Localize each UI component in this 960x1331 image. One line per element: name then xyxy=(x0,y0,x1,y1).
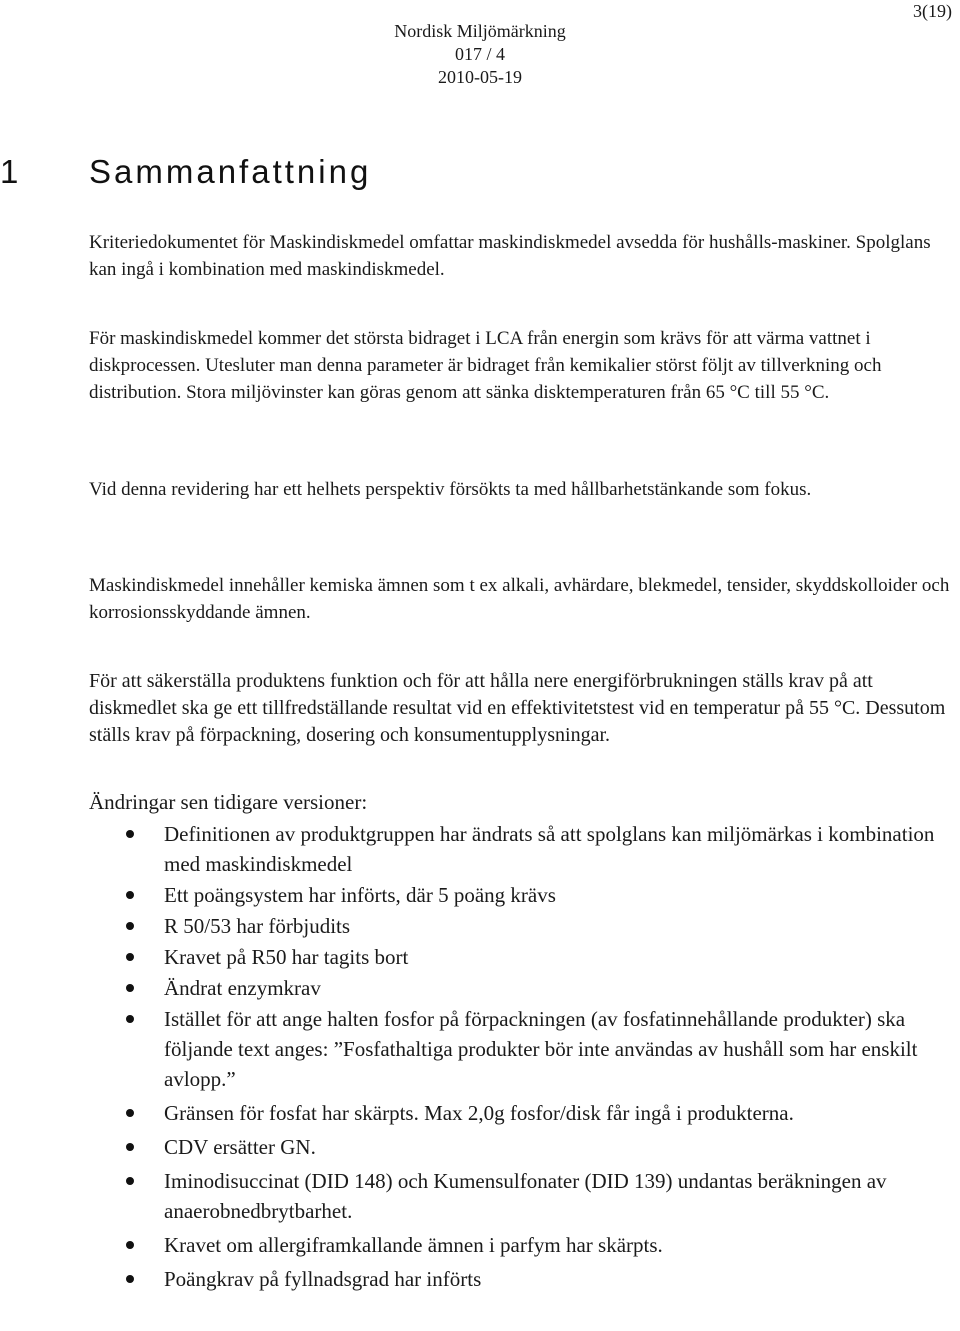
list-item xyxy=(89,942,955,972)
list-item-text: Gränsen för fosfat har skärpts. Max 2,0g fosfor/disk får ingå i produkterna. xyxy=(164,1101,794,1125)
list-item xyxy=(89,1132,955,1162)
paragraph-lca: För maskindiskmedel kommer det största bidraget i LCA från energin som krävs för att värma vattnet i diskprocessen. Utesluter man denna parameter är bidraget från kemikalier störst följt av tillverkning och distribution. Stora miljövinster kan göras genom att sänka disktemperaturen från 65 °C till 55 °C. xyxy=(89,328,882,403)
header-document-id: 017 / 4 xyxy=(454,44,505,64)
bullet-icon xyxy=(126,891,134,899)
header-date: 2010-05-19 xyxy=(438,67,522,87)
list-item xyxy=(89,1166,955,1226)
list-item xyxy=(89,1004,955,1094)
changes-list xyxy=(89,819,955,1295)
list-item xyxy=(89,1230,955,1260)
list-item-text: CDV ersätter GN. xyxy=(164,1135,316,1159)
bullet-icon xyxy=(126,1109,134,1117)
bullet-icon xyxy=(126,1143,134,1151)
list-item xyxy=(89,819,955,879)
section-title: Sammanfattning xyxy=(89,153,372,190)
list-item-text: Iminodisuccinat (DID 148) och Kumensulfonater (DID 139) undantas beräkningen av anaerobnedbrytbarhet. xyxy=(164,1169,887,1223)
bullet-icon xyxy=(126,922,134,930)
bullet-icon xyxy=(126,1015,134,1023)
list-item xyxy=(89,911,955,941)
paragraph-scope: Kriteriedokumentet för Maskindiskmedel omfattar maskindiskmedel avsedda för hushålls-maskiner. Spolglans kan ingå i kombination med maskindiskmedel. xyxy=(89,232,931,280)
list-item-text: Kravet på R50 har tagits bort xyxy=(164,945,409,969)
bullet-icon xyxy=(126,1275,134,1283)
paragraph-ingredients: Maskindiskmedel innehåller kemiska ämnen som t ex alkali, avhärdare, blekmedel, tensider, skyddskolloider och korrosionsskyddande ämnen. xyxy=(89,575,950,623)
list-item-text: Definitionen av produktgruppen har ändrats så att spolglans kan miljömärkas i kombination med maskindiskmedel xyxy=(164,822,935,876)
list-item xyxy=(89,880,955,910)
list-item-text: Ett poängsystem har införts, där 5 poäng krävs xyxy=(164,883,556,907)
list-item xyxy=(89,973,955,1003)
section-heading xyxy=(0,153,371,191)
list-item xyxy=(89,1264,955,1294)
list-item-text: Istället för att ange halten fosfor på förpackningen (av fosfatinnehållande produkter) ska följande text anges: ”Fosfathaltiga produkter bör inte användas av hushåll som har enskilt avlopp.” xyxy=(164,1007,918,1091)
paragraph-requirements: För att säkerställa produktens funktion och för att hålla nere energiförbrukningen ställs krav på att diskmedlet ska ge ett tillfredställande resultat vid en effektivitetstest vid en temperatur på 55 °C. Dessutom ställs krav på förpackning, dosering och konsumentupplysningar. xyxy=(89,670,946,746)
document-header xyxy=(0,20,960,89)
page-number: 3(19) xyxy=(913,1,952,21)
bullet-icon xyxy=(126,984,134,992)
bullet-icon xyxy=(126,953,134,961)
list-item-text: R 50/53 har förbjudits xyxy=(164,914,351,938)
list-item-text: Ändrat enzymkrav xyxy=(164,976,321,1000)
paragraph-revision: Vid denna revidering har ett helhets perspektiv försökts ta med hållbarhetstänkande som fokus. xyxy=(89,479,812,500)
section-number: 1 xyxy=(0,153,22,190)
list-item-text: Poängkrav på fyllnadsgrad har införts xyxy=(164,1267,482,1291)
changes-title: Ändringar sen tidigare versioner: xyxy=(89,790,368,814)
header-organization: Nordisk Miljömärkning xyxy=(394,21,566,41)
list-item xyxy=(89,1098,955,1128)
list-item-text: Kravet om allergiframkallande ämnen i parfym har skärpts. xyxy=(164,1233,663,1257)
bullet-icon xyxy=(126,830,134,838)
bullet-icon xyxy=(126,1177,134,1185)
bullet-icon xyxy=(126,1241,134,1249)
